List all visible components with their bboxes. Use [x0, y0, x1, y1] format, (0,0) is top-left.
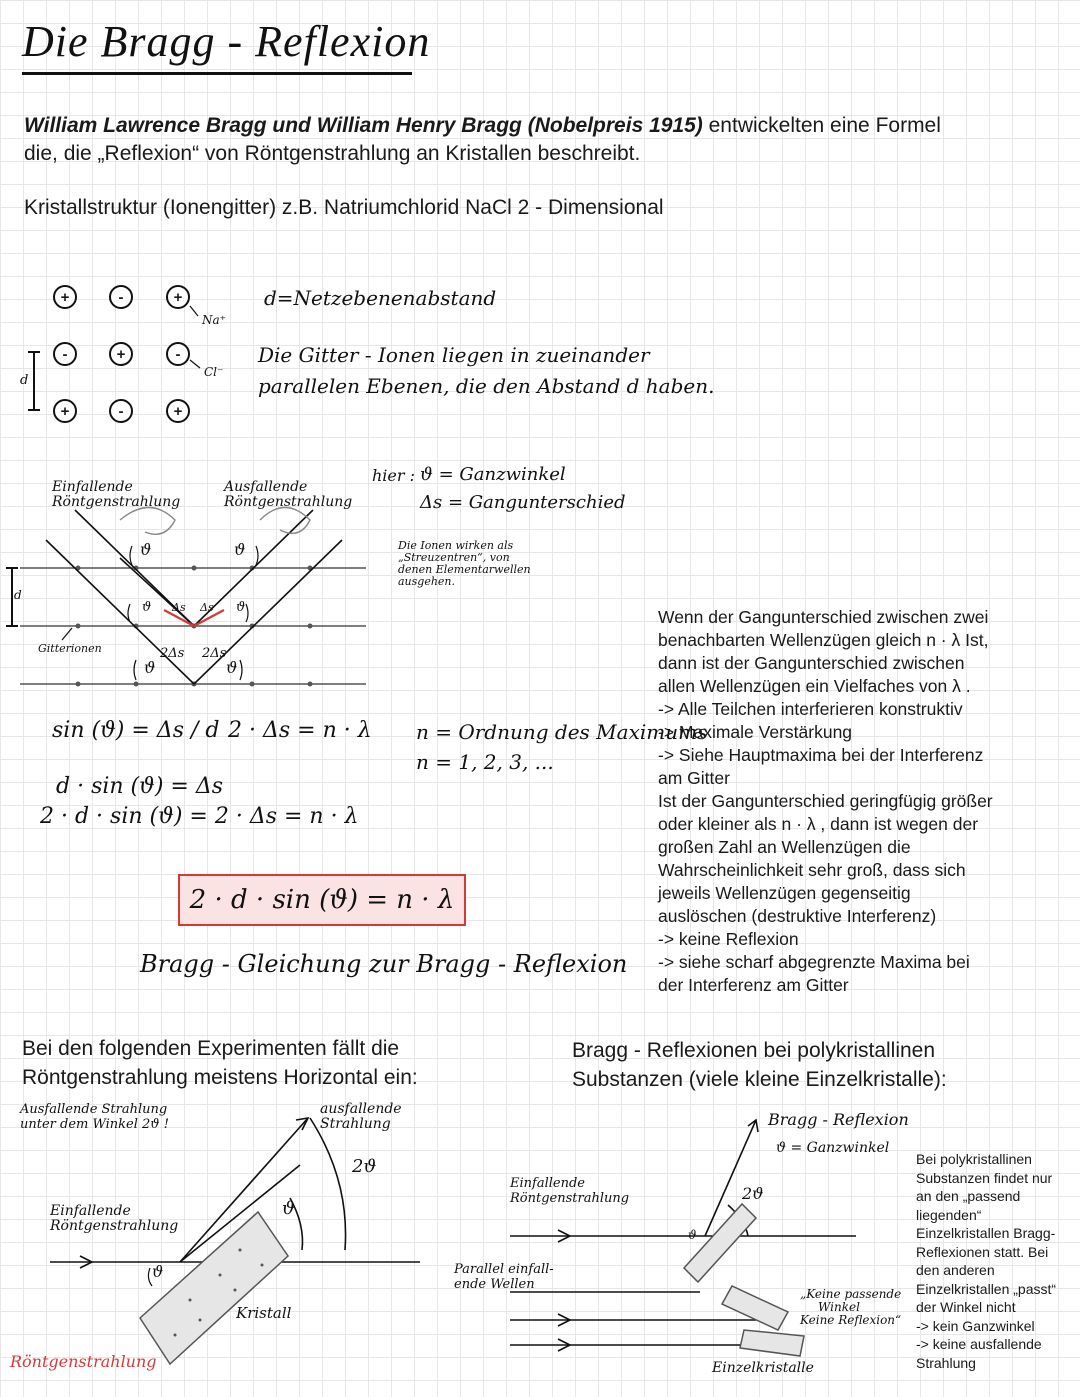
grid-ions-label: Gitterionen: [38, 642, 102, 655]
x-ray-beams: [46, 510, 342, 684]
bragg-equation-box: 2 · d · sin (ϑ) = n · λ: [178, 874, 466, 926]
sin-equation: sin (ϑ) = Δs / d: [52, 718, 220, 743]
def-theta: ϑ = Ganzwinkel: [420, 464, 566, 485]
n-values: n = 1, 2, 3, ...: [416, 750, 554, 774]
poly-two-theta: 2ϑ: [742, 1184, 764, 1203]
poly-text-line: an den „passend: [916, 1188, 1021, 1204]
outgoing-label: Ausfallende Röntgenstrahlung: [224, 479, 353, 510]
outgoing-angle-line2: unter dem Winkel 2ϑ !: [20, 1117, 169, 1132]
explanation-line: -> Siehe Hauptmaxima bei der Interferenz: [658, 745, 984, 765]
explanation-line: der Interferenz am Gitter: [658, 975, 849, 995]
explanation-line: oder kleiner als n · λ , dann ist wegen der: [658, 814, 979, 834]
experiment-heading: [22, 1034, 418, 1092]
bragg-caption: Bragg - Gleichung zur Bragg - Reflexion: [140, 950, 628, 978]
ion-plus: +: [53, 285, 77, 309]
poly-text-line: liegenden“: [916, 1206, 982, 1223]
explanation-line: Wahrscheinlichkeit sehr groß, dass sich: [658, 860, 966, 880]
intro-bold: William Lawrence Bragg und William Henry Bragg (Nobelpreis 1915): [24, 114, 703, 137]
theta-label: ϑ: [226, 658, 238, 677]
poly-heading-line1: Bragg - Reflexionen bei polykristallinen: [572, 1039, 936, 1062]
explanation-line: dann ist der Gangunterschied zwischen: [658, 653, 965, 673]
page-title: Die Bragg - Reflexion: [22, 17, 431, 66]
outgoing-angle-note: [20, 1102, 169, 1132]
ions-note-2: „Streuzentren“, von: [398, 551, 510, 564]
explanation-line: -> keine Reflexion: [658, 929, 799, 949]
d-sin-equation: d · sin (ϑ) = Δs: [56, 774, 224, 799]
single-crystals: [684, 1204, 804, 1356]
ions-note-3: denen Elementarwellen: [398, 563, 531, 576]
experiment-theta: ϑ: [282, 1198, 295, 1219]
ds-label: Δs: [172, 601, 186, 614]
theta-label: ϑ: [234, 540, 246, 559]
parallel-waves-label: Parallel einfall- ende Wellen: [454, 1262, 554, 1292]
d-label: d: [20, 373, 29, 388]
explanation-line: auslöschen (destruktive Interferenz): [658, 906, 937, 926]
poly-text-line: der Winkel nicht: [916, 1299, 1016, 1315]
ion-minus: -: [109, 285, 133, 309]
poly-theta: ϑ: [688, 1228, 697, 1242]
poly-heading-line2: Substanzen (viele kleine Einzelkristalle):: [572, 1068, 947, 1091]
explanation-line: Wenn der Gangunterschied zwischen zwei: [658, 607, 989, 627]
explanation-line: benachbarten Wellenzügen gleich n · λ Ist,: [658, 630, 989, 650]
ion-pointer-arrows: [190, 306, 200, 368]
poly-text-line: Reflexionen statt. Bei: [916, 1243, 1049, 1260]
ions-note-1: Die Ionen wirken als: [398, 539, 514, 552]
theta-label: ϑ: [236, 600, 246, 615]
ion-plus: +: [53, 399, 77, 423]
poly-incoming-label: Einfallende Röntgenstrahlung: [510, 1176, 630, 1206]
ions-note: [398, 540, 531, 588]
two-ds-label: 2Δs: [202, 646, 227, 661]
intro-rest: entwickelten eine Formel: [702, 114, 941, 137]
ions-note-4: ausgehen.: [398, 575, 456, 588]
no-angle-note: [800, 1288, 901, 1327]
two-d-sin-equation: 2 · d · sin (ϑ) = 2 · Δs = n · λ: [40, 804, 359, 829]
poly-text-line: Einzelkristallen Bragg-: [916, 1225, 1056, 1241]
no-angle-line2: Winkel: [818, 1300, 860, 1314]
ds-label: Δs: [200, 601, 214, 614]
ion-plus: +: [166, 285, 190, 309]
ion-minus: -: [109, 399, 133, 423]
explanation-line: am Gitter: [658, 768, 730, 788]
explanation-line: -> Alle Teilchen interferieren konstruktiv: [658, 699, 963, 719]
ion-minus: -: [53, 342, 77, 366]
explanation-line: -> siehe scharf abgegrenzte Maxima bei: [658, 952, 970, 972]
experiment-two-theta: 2ϑ: [352, 1156, 377, 1177]
ganzwinkel-label: ϑ = Ganzwinkel: [776, 1140, 890, 1156]
experiment-theta-lower: ϑ: [152, 1262, 164, 1281]
intro-line2: die, die „Reflexion“ von Röntgenstrahlung an Kristallen beschreibt.: [24, 142, 641, 165]
n-definition: n = Ordnung des Maximums: [416, 720, 708, 744]
ion-minus: -: [166, 342, 190, 366]
experiment-heading-line2: Röntgenstrahlung meistens Horizontal ein:: [22, 1066, 418, 1089]
explanation-line: jeweils Wellenzügen gegenseitig: [658, 883, 911, 903]
ion-plus: +: [166, 399, 190, 423]
poly-text-line: -> keine ausfallende: [916, 1336, 1042, 1352]
ion-plus: +: [109, 342, 133, 366]
theta-label: ϑ: [140, 540, 152, 559]
d-definition: d=Netzebenenabstand: [264, 286, 497, 310]
poly-text-line: Einzelkristallen „passt“: [916, 1280, 1057, 1297]
bragg-reflexion-label: Bragg - Reflexion: [768, 1110, 909, 1129]
two-ds-label: 2Δs: [160, 646, 185, 661]
experiment-outgoing-label: ausfallende Strahlung: [320, 1101, 402, 1132]
cl-label: Cl⁻: [204, 365, 224, 379]
red-note: Röntgenstrahlung: [10, 1352, 157, 1371]
no-angle-line1: „Keine passende: [800, 1287, 902, 1301]
scribble-loops: [120, 508, 310, 535]
structure-heading: Kristallstruktur (Ionengitter) z.B. Natriumchlorid NaCl 2 - Dimensional: [24, 196, 664, 219]
def-ds: Δs = Gangunterschied: [420, 492, 626, 513]
poly-text-line: -> kein Ganzwinkel: [916, 1317, 1035, 1334]
incoming-label: Einfallende Röntgenstrahlung: [52, 479, 181, 510]
poly-text-line: Bei polykristallinen: [916, 1151, 1032, 1167]
na-label: Na⁺: [202, 313, 226, 327]
lattice-d-bracket: [28, 352, 40, 410]
outgoing-angle-line1: Ausfallende Strahlung: [20, 1102, 168, 1117]
explanation-line: großen Zahl an Wellenzügen die: [658, 837, 911, 857]
here-label: hier :: [372, 466, 416, 485]
poly-heading: [572, 1036, 947, 1094]
single-crystals-label: Einzelkristalle: [712, 1360, 814, 1376]
poly-explanation: [916, 1150, 1076, 1372]
explanation-line: Ist der Gangunterschied geringfügig größer: [658, 791, 993, 811]
experiment-incoming-label: Einfallende Röntgenstrahlung: [50, 1203, 179, 1234]
explanation-text: [658, 606, 1048, 997]
poly-text-line: Strahlung: [916, 1354, 976, 1371]
crystal-label: Kristall: [236, 1304, 292, 1322]
no-angle-line3: Keine Reflexion“: [800, 1313, 902, 1327]
explanation-line: allen Wellenzügen ein Vielfaches von λ .: [658, 676, 971, 696]
plane-note-line1: Die Gitter - Ionen liegen in zueinander: [258, 343, 650, 367]
theta-label: ϑ: [144, 658, 156, 677]
theta-label: ϑ: [142, 600, 152, 615]
explanation-line: -> Maximale Verstärkung: [658, 722, 853, 742]
grid-ion-arrow: [62, 628, 72, 640]
experiment-heading-line1: Bei den folgenden Experimenten fällt die: [22, 1037, 400, 1060]
poly-text-line: den anderen: [916, 1262, 995, 1278]
poly-text-line: Substanzen findet nur: [916, 1169, 1053, 1186]
path-equation: 2 · Δs = n · λ: [228, 718, 372, 743]
plane-note-line2: parallelen Ebenen, die den Abstand d haben.: [258, 374, 715, 398]
diagram1-d-label: d: [14, 588, 22, 602]
